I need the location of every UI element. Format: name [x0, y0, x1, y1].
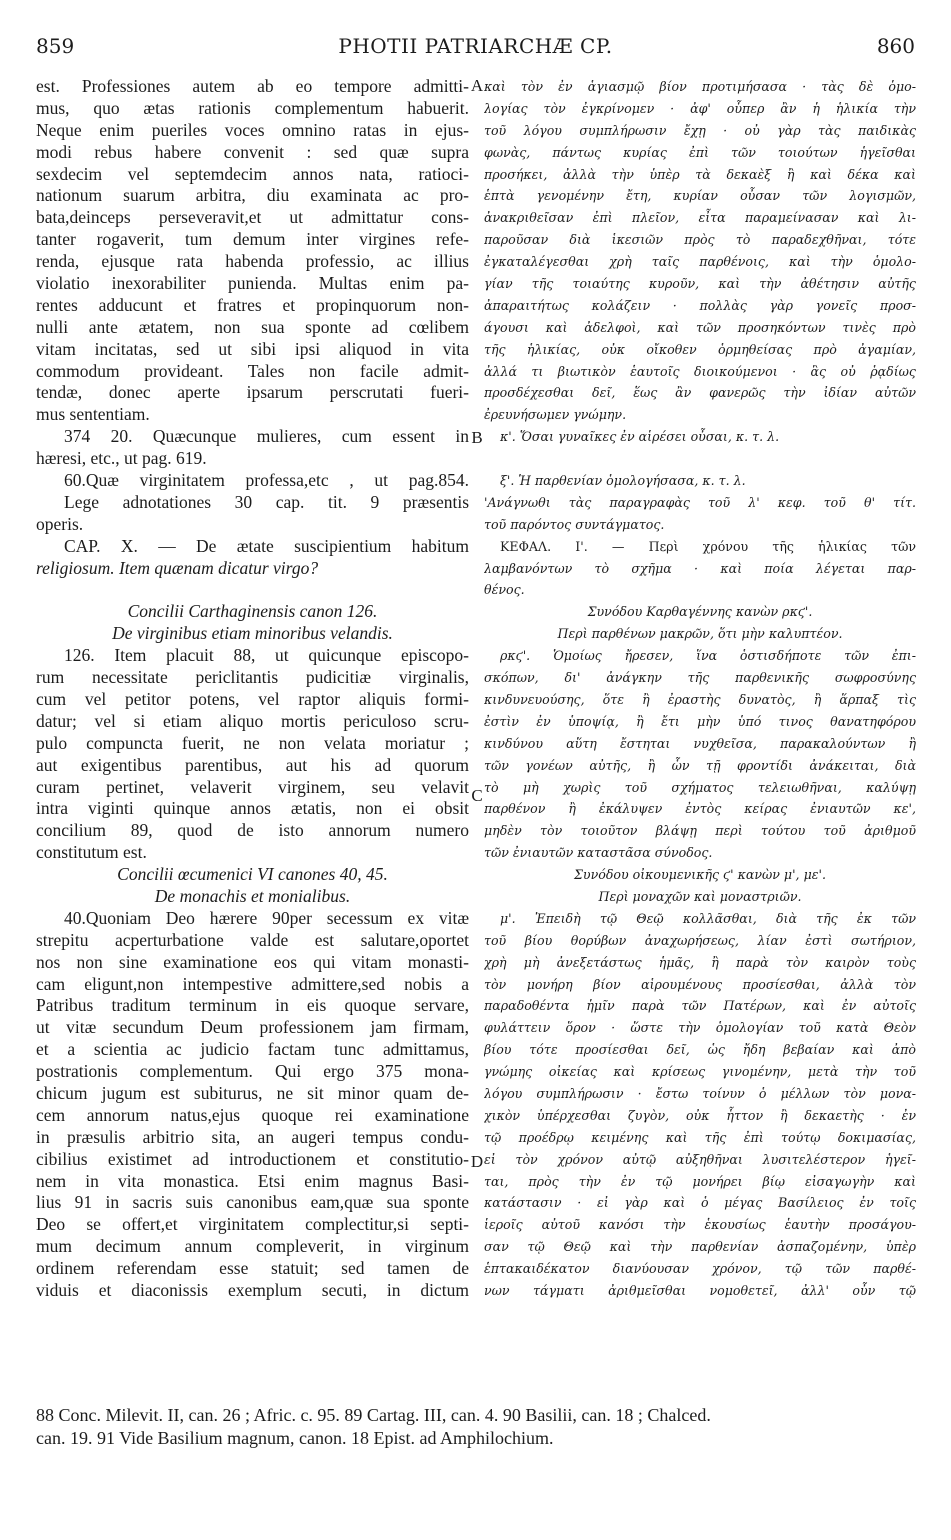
text-line: προσδέχεσθαι δεῖ, ἕως ἂν φανερῶς τὴν ἰδίαν αὐτῶν — [484, 385, 916, 401]
spacer — [484, 448, 916, 470]
text-line: κατάστασιν · εἰ γὰρ καὶ ὁ μέγας Βασίλειος ἐν τοῖς — [484, 1195, 916, 1211]
margin-letter-c: C — [471, 786, 483, 805]
latin-column — [36, 76, 469, 1302]
section-60-line: 60.Quæ virginitatem professa,etc , ut pag.854. — [64, 470, 469, 491]
text-line: γίαν τῆς τοιαύτης κυροῦν, καὶ τὴν ἀθέτησιν αὐτῆς — [484, 276, 916, 292]
section-20-line: 374 20. Quæcunque mulieres, cum essent in — [64, 426, 469, 447]
text-line: σκόπων, δι' ἀνάγκην τῆς παρθενικῆς σωφροσύνης — [484, 670, 916, 686]
text-line: nem in vita monastica. Etsi enim magnus Basi- — [36, 1170, 469, 1191]
text-line: nationum suarum arbitra, diu examinata ac pro- — [36, 185, 469, 206]
chapter-heading-cont: religiosum. Item quænam dicatur virgo? — [36, 557, 319, 578]
text-line: mus sententiam. — [36, 404, 150, 425]
text-line: nos non sine examinatione eos qui vitam monasti- — [36, 951, 469, 972]
text-line: τοῦ βίου θορύβων ἀναχωρήσεως, λίαν ἐστὶ σωτήριον, — [484, 932, 916, 948]
text-line: καὶ τὸν ἐν ἁγιασμῷ βίον προτιμήσασα · τὰς δὲ ὁμο- — [484, 79, 916, 94]
text-line: ἐγκαταλέγεσθαι χρὴ ταῖς παρθένοις, καὶ τὴν ὁμολο- — [484, 254, 916, 270]
text-line: ut vitæ secundum Deum professionem jam firmam, — [36, 1017, 469, 1038]
running-title: PHOTII PATRIARCHÆ CP. — [338, 34, 613, 58]
section-60-line: ξ'. Ἡ παρθενίαν ὁμολογήσασα, κ. τ. λ. — [500, 473, 746, 489]
text-line: 126. Item placuit 88, ut quicunque episcopo- — [64, 645, 469, 666]
chapter-heading: ΚΕΦΑΛ. Ι'. — Περὶ χρόνου τῆς ἡλικίας τῶν — [500, 538, 916, 554]
text-line: τὸ μὴ χωρὶς τοῦ σχήματος τελειωθῆναι, καλύψῃ — [484, 779, 916, 795]
text-line: λόγου συμπλήρωσιν · ἔστω τοίνυν ὁ μέλλων τὸν μονα- — [484, 1085, 916, 1101]
margin-letter-a: A — [470, 76, 484, 95]
text-line: χρὴ μὴ ἀνεξετάστως ἡμᾶς, ἢ παρὰ τὸν καιρὸν τοὺς — [484, 954, 916, 970]
text-line: rentes adducunt et fratres et propinquorum non- — [36, 294, 469, 315]
text-line: λογίας τὸν ἐγκρίνομεν · ἀφ' οὗπερ ἂν ἡ ἡλικία τὴν — [484, 100, 916, 116]
text-line: τῶν ἐνιαυτῶν καταστᾶσα σύνοδος. — [484, 845, 713, 861]
text-line: χικὸν ὑπέρχεσθαι ζυγὸν, οὐκ ἧττον ἢ δεκαετὴς · ἐν — [484, 1107, 916, 1123]
text-line: mum decimum annum compleverit, in virginum — [36, 1236, 469, 1257]
section-subheading: Περὶ παρθένων μακρῶν, ὅτι μὴν καλυπτέον. — [557, 626, 843, 642]
text-line: ordinem referendam esse statuit; sed tamen de — [36, 1258, 469, 1279]
text-line: mus, quo ætas rationis complementum habuerit. — [36, 97, 469, 118]
text-line: ἑπτακαιδέκατον διανύουσαν χρόνον, τῷ τῶν παρθέ- — [484, 1261, 916, 1277]
chapter-heading-cont: λαμβανόντων τὸ σχῆμα · καὶ ποία λέγεται παρ- — [484, 560, 916, 576]
text-line: παροῦσαν διὰ ἱκεσιῶν πρὸς τὸ παραδεχθῆναι, τότε — [484, 232, 916, 248]
text-line: Neque enim pueriles voces omnino ratas in ejus- — [36, 119, 469, 140]
text-line: εἰ τὸν χρόνον αὐτῷ αὐξηθῆναι λυσιτελέστερον ἡγεῖ- — [484, 1151, 916, 1167]
text-line: lius 91 in sacris suis canonibus eam,quæ sua sponte — [36, 1192, 469, 1213]
text-line: postrationis complementum. Qui ergo 375 mona- — [36, 1061, 469, 1082]
text-line: ἀνακριθεῖσαν ἐπὶ πλεῖον, εἶτα παραμείνασαν καὶ λι- — [484, 210, 916, 226]
section-heading: Συνόδου Καρθαγέννης κανὼν ρκϛ'. — [587, 604, 813, 620]
margin-letter-b: B — [471, 428, 483, 447]
text-line: νων τάγματι ἀριθμεῖσθαι νομοθετεῖ, ἀλλ' οὖν τῷ — [484, 1282, 916, 1298]
text-line: γνώμης οἰκείας καὶ κρίσεως γινομένην, μετὰ τὴν τοῦ — [484, 1064, 916, 1080]
footnote-line: 88 Conc. Milevit. II, can. 26 ; Afric. c. 95. 89 Cartag. III, can. 4. 90 Basilii, can. 18 ; Chalced. — [36, 1405, 711, 1425]
section-subheading: De virginibus etiam minoribus velandis. — [112, 623, 393, 644]
text-line: tanter rogaverit, tum demum inter virgines refe- — [36, 229, 469, 250]
text-line: ἐρευνήσωμεν γνώμην. — [484, 407, 627, 423]
text-line: cem annorum natus,ejus quoque rei examinatione — [36, 1104, 469, 1125]
text-line: τοῦ παρόντος συντάγματος. — [484, 516, 665, 532]
section-subheading: De monachis et monialibus. — [154, 885, 351, 906]
text-line: operis. — [36, 513, 84, 534]
text-line: viduis et diaconissis exemplum secuti, in dictum — [36, 1279, 469, 1300]
text-line: vitam incitatas, sed ut sibi ipsi aliquod in vita — [36, 338, 469, 359]
text-line: et a scientia ac judicio factam tunc admittamus, — [36, 1039, 469, 1060]
section-heading: Συνόδου οἰκουμενικῆς ϛ' κανὼν μ', με'. — [574, 867, 826, 883]
text-line: 40.Quoniam Deo hærere 90per secessum ex vitæ — [64, 907, 469, 928]
greek-column — [484, 76, 916, 1302]
text-line: constitutum est. — [36, 842, 147, 863]
text-line: in præsulis arbitrio sita, an augeri tempus condu- — [36, 1126, 469, 1147]
text-line: τὸν μονήρη βίον αἱρουμένους προσίεσθαι, ἀλλὰ τὸν — [484, 976, 916, 992]
text-line: est. Professiones autem ab eo tempore admitti- — [36, 76, 469, 96]
text-line: παραδοθέντα ἡμῖν παρὰ τῶν Πατέρων, καὶ ἐν αὐτοῖς — [484, 998, 916, 1014]
text-line: ἱεροῖς αὐτοῦ κανόσι τὴν ἑκουσίως ἑαυτὴν προσάγου- — [484, 1217, 916, 1233]
text-line: Deo se offert,et virginitatem complectitur,si septi- — [36, 1214, 469, 1235]
text-line: datur; vel si etiam aliquo mortis periculoso scru- — [36, 710, 469, 731]
text-line: chicum jugum est subiturus, ne sit minor quam de- — [36, 1082, 469, 1103]
chapter-heading-cont: θένος. — [484, 582, 525, 598]
text-line: μηδὲν τὸν τοιοῦτον βλάψῃ περὶ τούτου τοῦ ἀριθμοῦ — [484, 823, 916, 839]
text-line: βίου τότε προσίεσθαι δεῖ, ὡς ἤδη βεβαίαν καὶ ἀπὸ — [484, 1042, 916, 1058]
text-line: bata,deinceps perseveravit,et ut admittatur cons- — [36, 207, 469, 228]
spacer — [36, 579, 469, 601]
text-line: μ'. Ἐπειδὴ τῷ Θεῷ κολλᾶσθαι, διὰ τῆς ἐκ τῶν — [500, 910, 916, 926]
section-heading: Concilii œcumenici VI canones 40, 45. — [117, 864, 388, 885]
text-line: curam pertinet, velaverit virginem, seu velavit — [36, 776, 469, 797]
text-line: sexdecim vel septemdecim annos nata, ratioci- — [36, 163, 469, 184]
text-line: προσήκει, ἀλλὰ τὴν ὑπὲρ τὰ δεκαὲξ ἢ καὶ δέκα καὶ — [484, 166, 916, 182]
footnotes — [36, 1404, 916, 1450]
section-20-line: κ'. Ὅσαι γυναῖκες ἐν αἱρέσει οὖσαι, κ. τ. λ. — [500, 429, 780, 445]
text-line: nulli ante ætatem, non sua sponte ad cœlibem — [36, 316, 469, 337]
text-line: renda, ejusque rata habenda professio, ac illius — [36, 251, 469, 272]
text-line: ἀπαραιτήτως κολάζειν · πολλὰς γὰρ γονεῖς προσ- — [484, 297, 916, 313]
text-line: concilium 89, quod de isto annorum numero — [36, 820, 469, 841]
text-line: violatio inexorabiliter punienda. Multas enim pa- — [36, 273, 469, 294]
chapter-heading: CAP. X. — De ætate suscipientium habitum — [64, 535, 469, 556]
footnote-line: can. 19. 91 Vide Basilium magnum, canon. 18 Epist. ad Amphilochium. — [36, 1428, 554, 1448]
text-line: cum vel petitor potens, vel raptor aliquis formi- — [36, 688, 469, 709]
text-line: modi rebus habere convenit : sed quæ supra — [36, 141, 469, 162]
text-line: strepitu acperturbatione valde est salutare,oportet — [36, 929, 469, 950]
text-line: ται, πρὸς τὴν ἐν τῷ μονήρει βίῳ εἰσαγωγὴν καὶ — [484, 1173, 916, 1189]
text-line: intra viginti quinque annos ætatis, non ei obsit — [36, 798, 469, 819]
text-line: ἑπτὰ γενομένην ἔτη, κυρίαν οὖσαν τῶν λογισμῶν, — [484, 188, 916, 204]
text-line: τῷ προέδρῳ κειμένης καὶ τῆς ἐπὶ τούτῳ δοκιμασίας, — [484, 1129, 916, 1145]
text-line: φυλάττειν ὅρον · ὥστε τὴν ὁμολογίαν τοῦ κατὰ Θεὸν — [484, 1020, 916, 1036]
text-line: σαν τῷ Θεῷ καὶ τὴν παρθενίαν ἀσπαζομένην, ὑπὲρ — [484, 1239, 916, 1255]
text-line: rum necessitate periclitantis pudicitiæ virginalis, — [36, 667, 469, 688]
text-line: κινδύνου αὕτη ἔστηται νυχθεῖσα, παρακαλούντων ἢ — [484, 735, 916, 751]
text-line: φωνὰς, πάντως κυρίας ἐπὶ τῶν τοιούτων ἡγεῖσθαι — [484, 144, 916, 160]
section-subheading: Περὶ μοναχῶν καὶ μοναστριῶν. — [598, 888, 802, 904]
text-line: ἀλλά τι βιωτικὸν ἑαυτοῖς διοικούμενοι · ἃς οὐ ῥᾳδίως — [484, 363, 916, 379]
text-line: cam eligunt,non intempestive admittere,sed nobis a — [36, 973, 469, 994]
text-line: pulo compuncta fuerit, ne non velata moriatur ; — [36, 732, 469, 753]
page-number-right: 860 — [876, 34, 915, 58]
text-line: hæresi, etc., ut pag. 619. — [36, 448, 207, 469]
text-line: ρκϛ'. Ὁμοίως ἤρεσεν, ἵνα ὁστισδήποτε τῶν ἐπι- — [500, 648, 916, 664]
text-line: τῶν γονέων αὐτῆς, ἢ ὧν τῇ φροντίδι ἀνάκειται, διὰ — [484, 757, 916, 773]
text-line: άγουσι καὶ ἀδελφοὶ, καὶ τῶν προσηκόντων τινὲς πρὸ — [484, 319, 916, 335]
page-number-left: 859 — [36, 34, 75, 58]
text-line: tendæ, donec aperte ipsarum perscrutati fueri- — [36, 382, 469, 403]
section-heading: Concilii Carthaginensis canon 126. — [127, 601, 378, 622]
page-header — [0, 0, 951, 64]
text-line: Lege adnotationes 30 cap. tit. 9 præsentis — [64, 491, 469, 512]
margin-letter-d: D — [470, 1152, 484, 1171]
text-line: τῆς ἡλικίας, οὐκ οἴκοθεν ὁρμηθείσας πρὸ ἀγαμίαν, — [484, 341, 916, 357]
text-line: Patribus traditum terminum in eis quoque servare, — [36, 995, 469, 1016]
text-line: cibilius existimet ad introductionem et constitutio- — [36, 1148, 469, 1169]
text-line: κινδυνευούσης, ὅτε ἢ ἐραστὴς δυνατὸς, ἢ ἅρπαξ τὶς — [484, 691, 916, 707]
text-line: aut exigentibus parentibus, aut his ad quorum — [36, 754, 469, 775]
text-line: 'Ανάγνωθι τὰς παραγραφὰς τοῦ λ' κεφ. τοῦ θ' τίτ. — [484, 494, 916, 510]
text-line: παρθένον ἢ ἐκάλυψεν ἐντὸς κείρας ἐνιαυτῶν κε', — [484, 801, 916, 817]
text-line: ἐστὶν ἐν ὑποψίᾳ, ἢ ἔτι μὴν ὑπό τινος θανατηφόρου — [484, 713, 916, 729]
text-line: commodum provideant. Tales non facile admit- — [36, 360, 469, 381]
text-line: τοῦ λόγου συμπλήρωσιν ἔχῃ · οὐ γὰρ τὰς παιδικὰς — [484, 122, 916, 138]
